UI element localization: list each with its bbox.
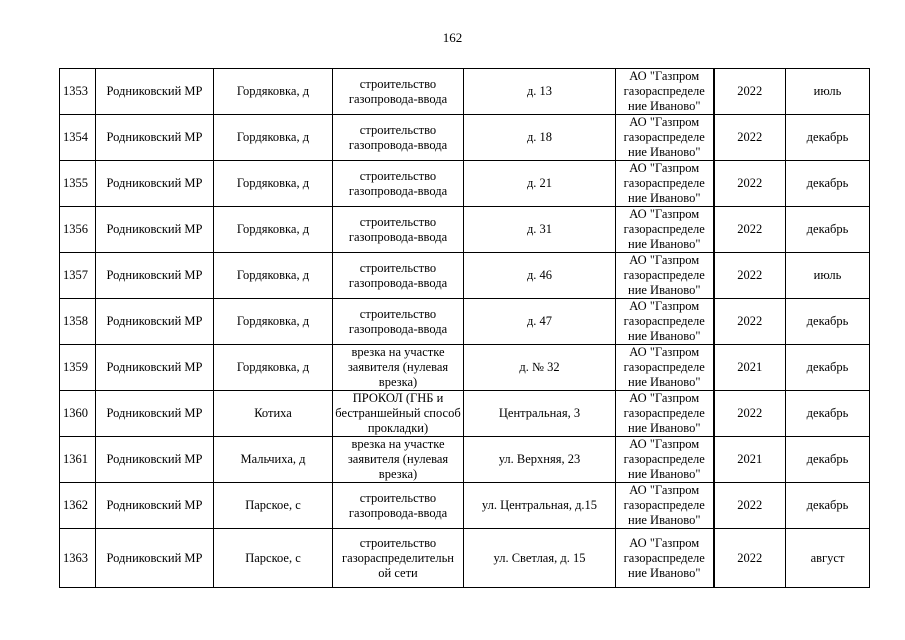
row-number-cell: 1362: [60, 483, 96, 529]
month-cell: декабрь: [786, 299, 870, 345]
settlement-cell: Мальчиха, д: [214, 437, 333, 483]
organization-cell: АО "Газпром газораспределе ние Иваново": [616, 391, 714, 437]
table-row: [60, 253, 870, 299]
organization-cell: АО "Газпром газораспределе ние Иваново": [616, 483, 714, 529]
year-cell: 2022: [714, 391, 786, 437]
address-cell: д. 47: [464, 299, 616, 345]
work-type-cell: строительство газопровода-ввода: [333, 115, 464, 161]
work-type-cell: строительство газопровода-ввода: [333, 483, 464, 529]
table-row: [60, 529, 870, 588]
month-cell: декабрь: [786, 207, 870, 253]
settlement-cell: Гордяковка, д: [214, 345, 333, 391]
address-cell: ул. Центральная, д.15: [464, 483, 616, 529]
district-cell: Родниковский МР: [96, 207, 214, 253]
organization-cell: АО "Газпром газораспределе ние Иваново": [616, 529, 714, 588]
row-number-cell: 1357: [60, 253, 96, 299]
settlement-cell: Гордяковка, д: [214, 207, 333, 253]
table-row: [60, 69, 870, 115]
organization-cell: АО "Газпром газораспределе ние Иваново": [616, 161, 714, 207]
address-cell: ул. Верхняя, 23: [464, 437, 616, 483]
settlement-cell: Гордяковка, д: [214, 253, 333, 299]
address-cell: д. 18: [464, 115, 616, 161]
organization-cell: АО "Газпром газораспределе ние Иваново": [616, 253, 714, 299]
month-cell: июль: [786, 253, 870, 299]
work-type-cell: строительство газораспределительн ой сети: [333, 529, 464, 588]
address-cell: д. 21: [464, 161, 616, 207]
table-body: [60, 69, 870, 588]
table-row: [60, 161, 870, 207]
district-cell: Родниковский МР: [96, 391, 214, 437]
month-cell: июль: [786, 69, 870, 115]
month-cell: декабрь: [786, 345, 870, 391]
district-cell: Родниковский МР: [96, 161, 214, 207]
work-type-cell: строительство газопровода-ввода: [333, 253, 464, 299]
work-type-cell: ПРОКОЛ (ГНБ и бестраншейный способ прокладки): [333, 391, 464, 437]
month-cell: декабрь: [786, 391, 870, 437]
table-row: [60, 437, 870, 483]
district-cell: Родниковский МР: [96, 299, 214, 345]
organization-cell: АО "Газпром газораспределе ние Иваново": [616, 345, 714, 391]
organization-cell: АО "Газпром газораспределе ние Иваново": [616, 69, 714, 115]
work-type-cell: строительство газопровода-ввода: [333, 207, 464, 253]
settlement-cell: Гордяковка, д: [214, 299, 333, 345]
work-type-cell: строительство газопровода-ввода: [333, 161, 464, 207]
address-cell: ул. Светлая, д. 15: [464, 529, 616, 588]
year-cell: 2022: [714, 207, 786, 253]
organization-cell: АО "Газпром газораспределе ние Иваново": [616, 437, 714, 483]
row-number-cell: 1354: [60, 115, 96, 161]
year-cell: 2021: [714, 345, 786, 391]
work-type-cell: строительство газопровода-ввода: [333, 299, 464, 345]
year-cell: 2022: [714, 483, 786, 529]
table-row: [60, 391, 870, 437]
year-cell: 2021: [714, 437, 786, 483]
district-cell: Родниковский МР: [96, 69, 214, 115]
gasification-table: [59, 68, 870, 588]
row-number-cell: 1361: [60, 437, 96, 483]
month-cell: декабрь: [786, 437, 870, 483]
district-cell: Родниковский МР: [96, 483, 214, 529]
row-number-cell: 1358: [60, 299, 96, 345]
settlement-cell: Гордяковка, д: [214, 161, 333, 207]
work-type-cell: строительство газопровода-ввода: [333, 69, 464, 115]
table-row: [60, 345, 870, 391]
district-cell: Родниковский МР: [96, 529, 214, 588]
district-cell: Родниковский МР: [96, 253, 214, 299]
settlement-cell: Парское, с: [214, 483, 333, 529]
organization-cell: АО "Газпром газораспределе ние Иваново": [616, 115, 714, 161]
address-cell: Центральная, 3: [464, 391, 616, 437]
year-cell: 2022: [714, 115, 786, 161]
month-cell: декабрь: [786, 483, 870, 529]
settlement-cell: Котиха: [214, 391, 333, 437]
settlement-cell: Гордяковка, д: [214, 115, 333, 161]
month-cell: декабрь: [786, 161, 870, 207]
address-cell: д. 13: [464, 69, 616, 115]
year-cell: 2022: [714, 253, 786, 299]
table-row: [60, 483, 870, 529]
settlement-cell: Гордяковка, д: [214, 69, 333, 115]
row-number-cell: 1363: [60, 529, 96, 588]
year-cell: 2022: [714, 161, 786, 207]
table-row: [60, 207, 870, 253]
page-number: 162: [442, 30, 463, 45]
organization-cell: АО "Газпром газораспределе ние Иваново": [616, 299, 714, 345]
year-cell: 2022: [714, 529, 786, 588]
table-row: [60, 115, 870, 161]
district-cell: Родниковский МР: [96, 345, 214, 391]
year-cell: 2022: [714, 299, 786, 345]
row-number-cell: 1355: [60, 161, 96, 207]
district-cell: Родниковский МР: [96, 115, 214, 161]
row-number-cell: 1360: [60, 391, 96, 437]
organization-cell: АО "Газпром газораспределе ние Иваново": [616, 207, 714, 253]
row-number-cell: 1359: [60, 345, 96, 391]
month-cell: август: [786, 529, 870, 588]
year-cell: 2022: [714, 69, 786, 115]
row-number-cell: 1353: [60, 69, 96, 115]
address-cell: д. 46: [464, 253, 616, 299]
row-number-cell: 1356: [60, 207, 96, 253]
settlement-cell: Парское, с: [214, 529, 333, 588]
work-type-cell: врезка на участке заявителя (нулевая врезка): [333, 437, 464, 483]
address-cell: д. № 32: [464, 345, 616, 391]
month-cell: декабрь: [786, 115, 870, 161]
district-cell: Родниковский МР: [96, 437, 214, 483]
work-type-cell: врезка на участке заявителя (нулевая врезка): [333, 345, 464, 391]
table-row: [60, 299, 870, 345]
address-cell: д. 31: [464, 207, 616, 253]
